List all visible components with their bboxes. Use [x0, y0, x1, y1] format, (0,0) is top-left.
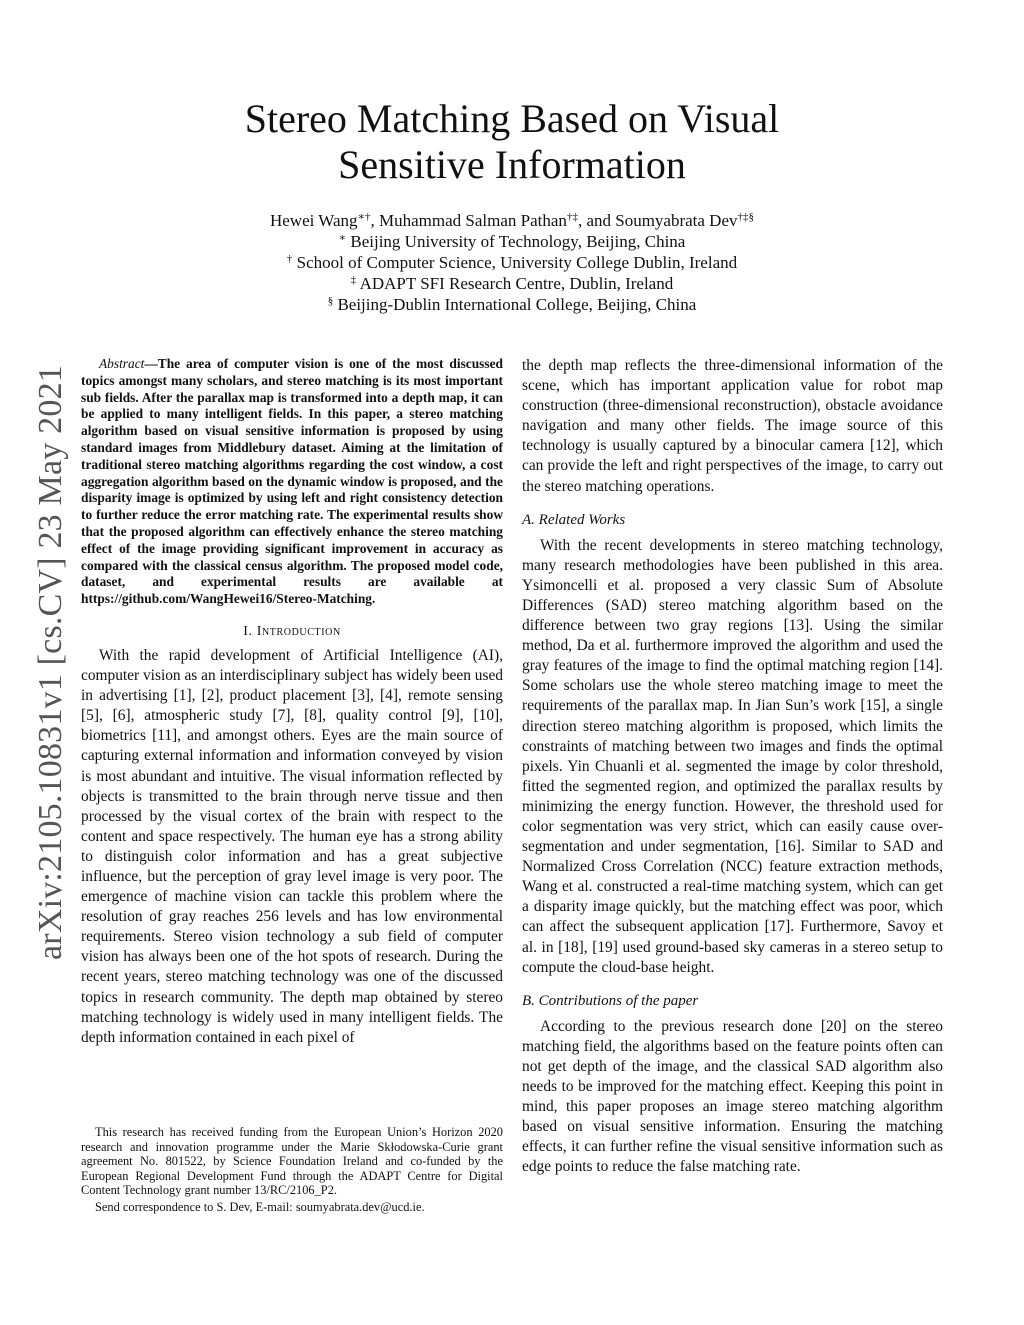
arxiv-identifier: arXiv:2105.10831v1 [cs.CV] 23 May 2021	[32, 365, 69, 960]
left-column	[81, 356, 503, 1048]
affiliation	[0, 294, 1024, 315]
affiliation	[0, 252, 1024, 273]
related-works-paragraph: With the recent developments in stereo matching technology, many research methodologies have been published in this area. Ysimoncelli et al. proposed a very classic Sum of Absolute Differences (SAD) stereo matching algorithm based on the difference between two gray regions [13]. Using the similar method, Da et al. furthermore improved the algorithm and used the gray features of the image to find the optimal matching region [14]. Some scholars use the whole stereo matching image to meet the requirements of the parallax map. In Jian Sun’s work [15], a single direction stereo matching algorithm is proposed, which limits the constraints of matching between two images and finds the optimal pixels. Yin Chuanli et al. segmented the image by color threshold, fitted the segmented region, and optimized the parallax results by minimizing the energy function. However, the threshold used for color segmentation was very strict, which can easily cause over-segmentation and under segmentation, [16]. Similar to SAD and Normalized Cross Correlation (NCC) feature extraction methods, Wang et al. constructed a real-time matching system, which can get a disparity image quickly, but the matching effect was poor, which can affect the subsequent application [17]. Furthermore, Savoy et al. in [18], [19] used ground-based sky cameras in a stereo setup to compute the cloud-base height.	[522, 536, 943, 976]
affiliation-text: Beijing-Dublin International College, Beijing, China	[337, 295, 697, 314]
author-name-2: , Muhammad Salman Pathan	[370, 211, 567, 230]
funding-footnote: This research has received funding from the European Union’s Horizon 2020 research and innovation programme under the Marie Skłodowska-Curie grant agreement No. 801522, by Science Foundation Ireland and co-funded by the European Regional Development Fund through the ADAPT Centre for Digital Content Technology grant number 13/RC/2106_P2.	[81, 1125, 503, 1198]
right-column	[522, 356, 943, 1177]
section-title: Introduction	[256, 623, 341, 639]
author-list	[0, 210, 1024, 231]
paper-title	[0, 96, 1024, 188]
subsection-heading-contributions: B. Contributions of the paper	[522, 992, 699, 1009]
author-mark-2: †‡	[566, 211, 578, 223]
affiliation-mark: ‡	[350, 274, 357, 286]
affiliation-text: School of Computer Science, University College Dublin, Ireland	[296, 253, 738, 272]
affiliation-text: Beijing University of Technology, Beijing, China	[350, 232, 686, 251]
introduction-continued: the depth map reflects the three-dimensional information of the scene, which has important application value for robot map construction (three-dimensional reconstruction), obstacle avoidance navigation and many other fields. The image source of this technology is usually captured by a binocular camera [12], which can provide the left and right perspectives of the image, to carry out the stereo matching operations.	[522, 357, 943, 495]
contributions-paragraph: According to the previous research done [20] on the stereo matching field, the algorithms based on the feature points often can not get depth of the image, and the classical SAD algorithm also needs to be improved for the matching effect. Keeping this point in mind, this paper proposes an image stereo matching algorithm based on visual sensitive information. Ensuring the matching effects, it can further refine the visual sensitive information such as edge points to reduce the false matching rate.	[522, 1017, 943, 1176]
subsection-heading-related-works: A. Related Works	[522, 511, 626, 528]
footnotes	[81, 1125, 503, 1215]
affiliation-mark: ∗	[338, 232, 347, 244]
affiliation-mark: §	[327, 295, 334, 307]
title-line-2: Sensitive Information	[338, 142, 686, 187]
abstract-label: Abstract	[99, 356, 145, 371]
correspondence-footnote: Send correspondence to S. Dev, E-mail: soumyabrata.dev@ucd.ie.	[95, 1199, 425, 1214]
introduction-paragraph: With the rapid development of Artificial Intelligence (AI), computer vision as an interdisciplinary subject has widely been used in advertising [1], [2], product placement [3], [4], remote sensing [5], [6], atmospheric study [7], [8], quality control [9], [10], biometrics [11], and amongst others. Eyes are the main source of capturing external information and information conveyed by vision is most abundant and intuitive. The visual information reflected by objects is transmitted to the brain through nerve tissue and then processed by the visual cortex of the brain with respect to the content and space respectively. The human eye has a strong ability to distinguish color information and has a great subjective influence, but the perception of gray level image is very poor. The emergence of machine vision can tackle this problem where the resolution of gray reaches 256 levels and has low environmental requirements. Stereo vision technology a sub field of computer vision has always been one of the hot spots of research. During the recent years, stereo matching technology was one of the discussed topics in research community. The depth map obtained by stereo matching technology is widely used in many intelligent fields. The depth information contained in each pixel of	[81, 646, 503, 1046]
affiliation	[0, 273, 1024, 294]
author-name-1: Hewei Wang	[269, 211, 358, 230]
abstract-text: —The area of computer vision is one of the most discussed topics amongst many scholars, and stereo matching is its most important sub fields. After the parallax map is transformed into a depth map, it can be applied to many intelligent fields. In this paper, a stereo matching algorithm based on visual sensitive information is proposed by using standard images from Middlebury dataset. Aiming at the limitation of traditional stereo matching algorithms regarding the cost window, a cost aggregation algorithm based on the dynamic window is proposed, and the disparity image is optimized by using left and right consistency detection to further reduce the error matching rate. The experimental results show that the proposed algorithm can effectively enhance the stereo matching effect of the image providing significant improvement in accuracy as compared with the classical census algorithm. The proposed model code, dataset, and experimental results are available at https://github.com/WangHewei16/Stereo-Matching.	[81, 356, 503, 607]
section-heading-introduction	[81, 622, 503, 642]
affiliation-mark: †	[286, 253, 293, 265]
author-block	[0, 210, 1024, 315]
affiliation-text: ADAPT SFI Research Centre, Dublin, Ireland	[359, 274, 674, 293]
section-number: I.	[243, 623, 253, 639]
affiliation	[0, 231, 1024, 252]
abstract	[81, 356, 503, 608]
author-mark-1: ∗†	[357, 211, 371, 223]
title-line-1: Stereo Matching Based on Visual	[244, 96, 780, 141]
author-name-3: , and Soumyabrata Dev	[577, 211, 738, 230]
author-mark-3: †‡§	[737, 211, 755, 223]
